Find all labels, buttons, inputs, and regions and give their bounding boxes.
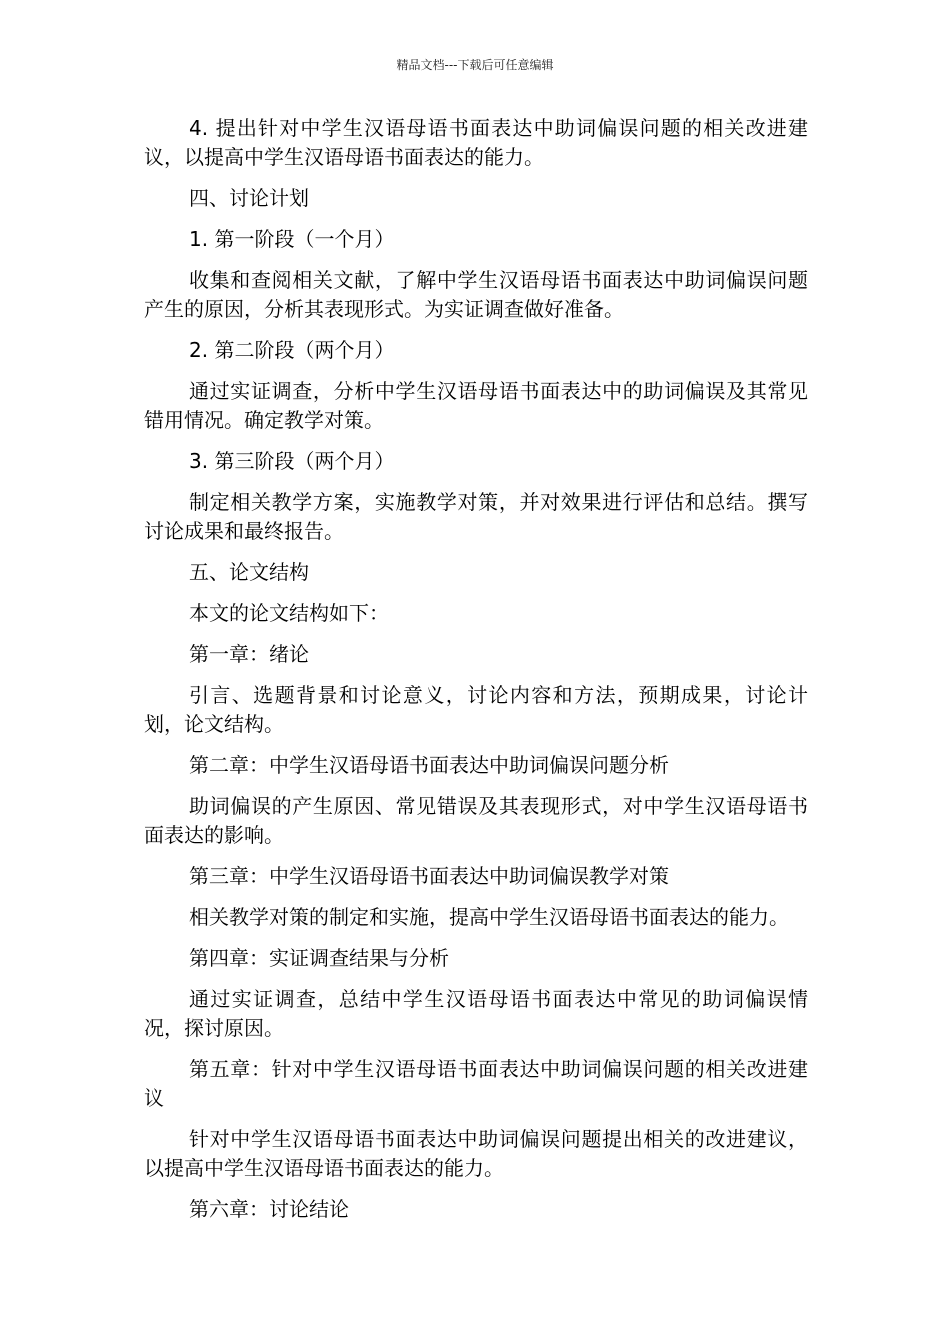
chapter-6-heading: 第六章：讨论结论 [189,1197,349,1221]
chapter-1-heading: 第一章：绪论 [189,642,309,666]
chapter-3-text: 相关教学对策的制定和实施，提高中学生汉语母语书面表达的能力。 [189,905,789,929]
section-heading-structure: 五、论文结构 [189,560,309,584]
chapter-5-heading: 第五章：针对中学生汉语母语书面表达中助词偏误问题的相关改进建议 [144,1057,808,1110]
stage-2-text: 通过实证调查，分析中学生汉语母语书面表达中的助词偏误及其常见错用情况。确定教学对策。 [144,379,808,432]
chapter-3-heading: 第三章：中学生汉语母语书面表达中助词偏误教学对策 [189,864,669,888]
stage-3-heading: 3. 第三阶段（两个月） [189,449,395,473]
chapter-4-heading: 第四章：实证调查结果与分析 [189,946,449,970]
paragraph-goal-4: 4. 提出针对中学生汉语母语书面表达中助词偏误问题的相关改进建议，以提高中学生汉语母语书面表达的能力。 [144,116,808,169]
page-header: 精品文档---下载后可任意编辑 [396,58,554,72]
structure-intro: 本文的论文结构如下： [189,601,389,625]
chapter-2-heading: 第二章：中学生汉语母语书面表达中助词偏误问题分析 [189,753,669,777]
document-body [144,114,808,1236]
stage-3-text: 制定相关教学方案，实施教学对策，并对效果进行评估和总结。撰写讨论成果和最终报告。 [144,490,808,543]
chapter-4-text: 通过实证调查，总结中学生汉语母语书面表达中常见的助词偏误情况，探讨原因。 [144,987,808,1040]
chapter-1-text: 引言、选题背景和讨论意义，讨论内容和方法，预期成果，讨论计划，论文结构。 [144,683,808,736]
stage-1-heading: 1. 第一阶段（一个月） [189,227,395,251]
stage-1-text: 收集和查阅相关文献，了解中学生汉语母语书面表达中助词偏误问题产生的原因，分析其表现形式。为实证调查做好准备。 [144,268,808,321]
stage-2-heading: 2. 第二阶段（两个月） [189,338,395,362]
section-heading-plan: 四、讨论计划 [189,186,309,210]
chapter-5-text: 针对中学生汉语母语书面表达中助词偏误问题提出相关的改进建议，以提高中学生汉语母语书面表达的能力。 [144,1127,808,1180]
chapter-2-text: 助词偏误的产生原因、常见错误及其表现形式，对中学生汉语母语书面表达的影响。 [144,794,808,847]
